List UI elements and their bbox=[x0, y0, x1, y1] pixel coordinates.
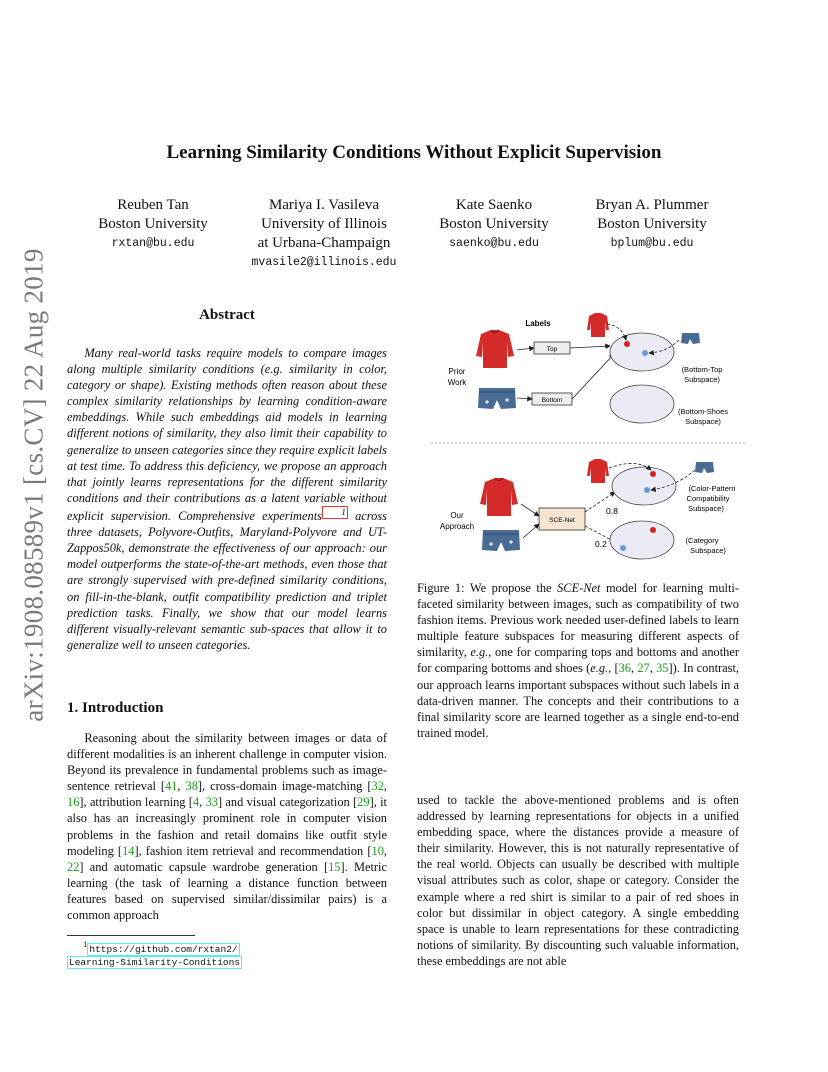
citation-link[interactable]: 14 bbox=[122, 843, 135, 858]
author-block bbox=[78, 196, 228, 254]
subspace-label: Subspace) bbox=[688, 504, 724, 513]
author-block bbox=[574, 196, 730, 254]
author-email[interactable]: mvasile2@illinois.edu bbox=[251, 256, 397, 269]
citation-link[interactable]: 38 bbox=[185, 779, 198, 794]
subspace-label: Subspace) bbox=[685, 417, 721, 426]
citation-link[interactable]: 29 bbox=[357, 795, 370, 810]
denim-shorts-image bbox=[482, 530, 520, 551]
author-name: Mariya I. Vasileva bbox=[268, 197, 380, 213]
subspace-label: (Bottom-Top bbox=[681, 365, 723, 374]
subspace-ellipse bbox=[610, 333, 674, 371]
citation-link[interactable]: 4 bbox=[192, 795, 200, 810]
embedding-point bbox=[650, 527, 656, 533]
our-approach-label: Approach bbox=[439, 522, 475, 531]
footnote-url[interactable]: Learning-Similarity-Conditions bbox=[69, 956, 241, 968]
figure-1 bbox=[417, 304, 752, 566]
footnote-link[interactable]: 1 bbox=[322, 506, 348, 519]
figure-caption: Figure 1: We propose the SCE-Net model for learning multi-faceted similarity between images, such as compatibility of two fashion items. Previous work needed user-defined labels to learn multiple feature subspaces for measuring different aspects of similarity, e.g., one for comparing tops and bottoms and another for comparing bottoms and shoes (e.g., [36, 27, 35]). In contrast, our approach learns important subspaces without such labels in a data-driven manner. The concepts and their contributions to a final similarity score are learned together as a single end-to-end trained model. bbox=[417, 581, 739, 740]
author-affiliation: Boston University bbox=[98, 216, 208, 232]
embedding-point bbox=[620, 545, 626, 551]
subspace-ellipse bbox=[612, 467, 676, 505]
author-name: Reuben Tan bbox=[117, 197, 189, 213]
subspace-label: (Color-Pattern bbox=[688, 484, 736, 493]
subspace-label: Subspace) bbox=[684, 375, 720, 384]
author-affiliation: Boston University bbox=[597, 216, 707, 232]
footnote-url[interactable]: https://github.com/rxtan2/ bbox=[89, 943, 238, 955]
denim-shorts-image bbox=[478, 388, 516, 409]
arxiv-identifier: arXiv:1908.08589v1 [cs.CV] 22 Aug 2019 bbox=[18, 248, 49, 722]
introduction-text: Reasoning about the similarity between images or data of different modalities is an inherent challenge in computer vision. Beyond its prevalence in fundamental problems such as image-sentence retrieval [41, 38], cross-domain image-matching [32, 16], attribution learning [4, 33] and visual categorization [29], it also has an increasingly prominent role in computer vision problems in the fashion and retail domains like outfit style modeling [14], fashion item retrieval and recommendation [10, 22] and automatic capsule wardrobe generation [15]. Metric learning (the task of learning a distance function between features based on supervised similar/dissimilar pairs) is a common approach bbox=[67, 731, 387, 923]
scenet-box-text: SCE-Net bbox=[549, 517, 575, 524]
subspace-ellipse bbox=[610, 385, 674, 423]
footnote: $^1$ https://github.com/rxtan2/ Learning-Similarity-Conditions bbox=[69, 939, 241, 968]
author-email[interactable]: saenko@bu.edu bbox=[449, 237, 539, 250]
subspace-label: (Bottom-Shoes bbox=[677, 407, 729, 416]
citation-link[interactable]: 35 bbox=[656, 661, 669, 676]
author-affiliation: Boston University bbox=[439, 216, 549, 232]
citation-link[interactable]: 27 bbox=[637, 661, 650, 676]
embedding-point bbox=[644, 487, 650, 493]
subspace-ellipse bbox=[610, 521, 674, 559]
small-shirt-image bbox=[587, 459, 609, 483]
label-box-bottom-text: Bottom bbox=[541, 397, 563, 404]
labels-header: Labels bbox=[525, 319, 551, 328]
author-affiliation: University of Illinois bbox=[261, 216, 387, 232]
author-email[interactable]: rxtan@bu.edu bbox=[111, 237, 195, 250]
subspace-label: Subspace) bbox=[690, 546, 726, 555]
paper-title: Learning Similarity Conditions Without Explicit Supervision bbox=[166, 142, 662, 163]
section-heading-introduction: 1. Introduction bbox=[67, 700, 164, 716]
our-approach-label: Our bbox=[450, 511, 464, 520]
citation-link[interactable]: 15 bbox=[328, 859, 341, 874]
subspace-label: Compatibility bbox=[686, 494, 730, 503]
small-shorts-image bbox=[681, 333, 700, 344]
author-block bbox=[238, 196, 410, 273]
footnote-rule bbox=[67, 935, 195, 936]
subspace-label: (Category bbox=[685, 536, 719, 545]
citation-link[interactable]: 22 bbox=[67, 859, 80, 874]
citation-link[interactable]: 32 bbox=[371, 779, 384, 794]
author-block bbox=[420, 196, 568, 254]
abstract-text: Many real-world tasks require models to compare images along multiple similarity conditions (e.g. similarity in color, category or shape). Existing methods often reason about these complex similarity relationships by learning condition-aware embeddings. While such embeddings aid models in learning different notions of similarity, they also limit their capability to generalize to unseen categories since they require explicit labels at test time. To address this deficiency, we propose an approach that jointly learns representations for the different similarity conditions and their contributions as a latent variable without explicit supervision. Comprehensive experiments 1 across three datasets, Polyvore-Outfits, Maryland-Polyvore and UT-Zappos50k, demonstrate the effectiveness of our approach: our model outperforms the state-of-the-art methods, even those that are strongly supervised with pre-defined similarity conditions, on fill-in-the-blank, outfit compatibility prediction and triplet prediction tasks. Finally, we show that our model learns different visually-relevant semantic sub-spaces that allow it to generalize well to unseen categories. bbox=[67, 346, 387, 652]
author-name: Bryan A. Plummer bbox=[595, 197, 709, 213]
citation-link[interactable]: 10 bbox=[371, 843, 384, 858]
abstract-heading: Abstract bbox=[199, 307, 255, 323]
embedding-point bbox=[624, 341, 630, 347]
small-shorts-image bbox=[695, 462, 714, 473]
citation-link[interactable]: 16 bbox=[67, 795, 80, 810]
citation-link[interactable]: 41 bbox=[165, 779, 178, 794]
embedding-point bbox=[642, 350, 648, 356]
embedding-point bbox=[650, 471, 656, 477]
author-email[interactable]: bplum@bu.edu bbox=[610, 237, 694, 250]
weight-label: 0.2 bbox=[595, 539, 607, 549]
red-shirt-image bbox=[480, 478, 518, 516]
author-affiliation: at Urbana-Champaign bbox=[257, 235, 391, 251]
author-name: Kate Saenko bbox=[455, 197, 533, 213]
small-shirt-image bbox=[587, 313, 609, 337]
weight-label: 0.8 bbox=[606, 506, 618, 516]
label-box-top-text: Top bbox=[546, 346, 558, 353]
prior-work-label: Work bbox=[447, 378, 467, 387]
citation-link[interactable]: 36 bbox=[618, 661, 631, 676]
red-shirt-image bbox=[476, 330, 514, 368]
prior-work-label: Prior bbox=[448, 367, 466, 376]
citation-link[interactable]: 33 bbox=[205, 795, 218, 810]
body-text-right: used to tackle the above-mentioned problems and is often addressed by learning representations for objects in a unified embedding space, where the distances provide a measure of their similarity. However, this is not naturally representative of the real world. Objects can usually be described with multiple visual attributes such as color, shape or category. Consider the example where a red shirt is similar to a pair of red shoes in color but dissimilar in object category. A single embedding space is unable to learn representations for these contradicting notions of similarity. By discounting such valuable information, these embeddings are not able bbox=[417, 793, 739, 968]
